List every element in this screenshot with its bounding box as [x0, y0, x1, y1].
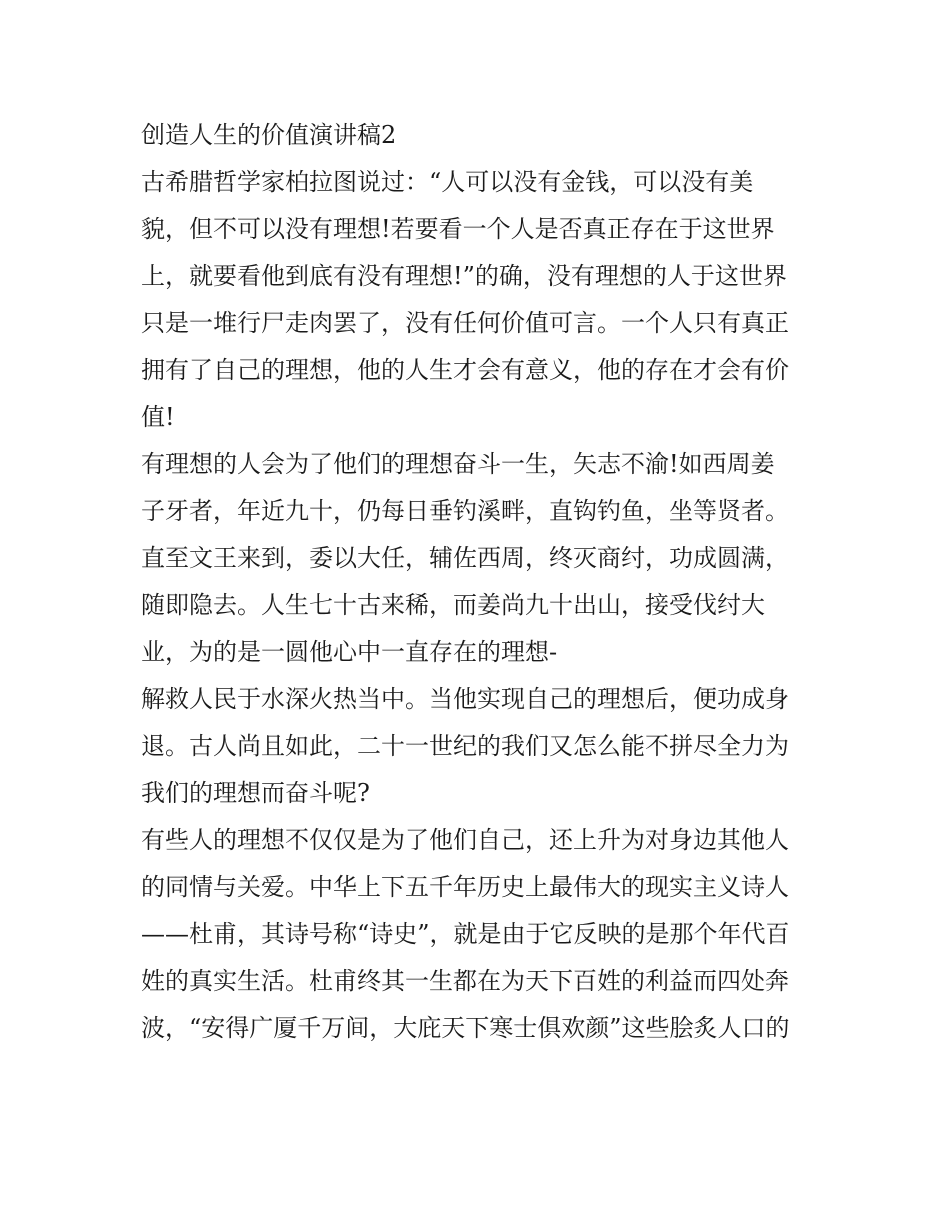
document-body	[141, 112, 821, 1052]
text-line: 貌，但不可以没有理想!若要看一个人是否真正存在于这世界	[141, 215, 775, 243]
text-line: 我们的理想而奋斗呢?	[141, 779, 370, 807]
text-line: 有理想的人会为了他们的理想奋斗一生，矢志不渝!如西周姜	[141, 450, 775, 478]
text-line: 随即隐去。人生七十古来稀，而姜尚九十出山，接受伐纣大	[141, 591, 765, 619]
text-line: 上，就要看他到底有没有理想!”的确，没有理想的人于这世界	[141, 262, 787, 290]
text-line: 拥有了自己的理想，他的人生才会有意义，他的存在才会有价	[141, 356, 789, 384]
text-line: 业，为的是一圆他心中一直存在的理想-	[141, 638, 558, 666]
text-line: 直至文王来到，委以大任，辅佐西周，终灭商纣，功成圆满，	[141, 544, 789, 572]
document-title: 创造人生的价值演讲稿2	[141, 121, 397, 149]
text-line: 退。古人尚且如此，二十一世纪的我们又怎么能不拼尽全力为	[141, 732, 789, 760]
text-line: 古希腊哲学家柏拉图说过：“人可以没有金钱，可以没有美	[141, 168, 754, 196]
text-line: 姓的真实生活。杜甫终其一生都在为天下百姓的利益而四处奔	[141, 967, 789, 995]
text-line: ——杜甫，其诗号称“诗史”，就是由于它反映的是那个年代百	[141, 920, 790, 948]
text-line: 有些人的理想不仅仅是为了他们自己，还上升为对身边其他人	[141, 826, 789, 854]
text-line: 子牙者，年近九十，仍每日垂钓溪畔，直钩钓鱼，坐等贤者。	[141, 497, 789, 525]
text-line: 解救人民于水深火热当中。当他实现自己的理想后，便功成身	[141, 685, 789, 713]
text-line: 值!	[141, 403, 175, 431]
text-line: 只是一堆行尸走肉罢了，没有任何价值可言。一个人只有真正	[141, 309, 789, 337]
text-line: 波，“安得广厦千万间，大庇天下寒士俱欢颜”这些脍炙人口的	[141, 1014, 790, 1042]
text-line: 的同情与关爱。中华上下五千年历史上最伟大的现实主义诗人	[141, 873, 789, 901]
